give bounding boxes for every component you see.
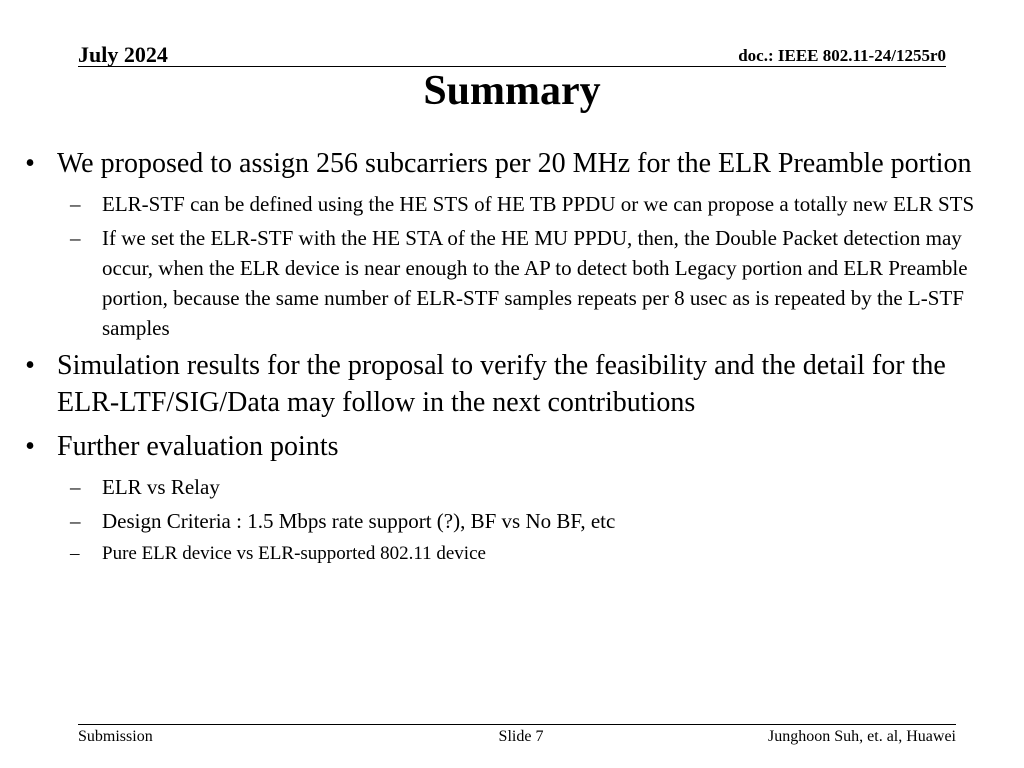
dash-icon: – (70, 475, 81, 499)
sub-bullet-item (20, 506, 1010, 536)
bullet-item (20, 347, 1010, 421)
dash-icon: – (70, 509, 81, 533)
bullet-icon: • (25, 350, 35, 381)
header-date: July 2024 (78, 42, 168, 67)
footer-divider (78, 724, 956, 725)
bullet-item (20, 145, 1010, 182)
sub-bullet-text: ELR-STF can be defined using the HE STS of HE TB PPDU or we can propose a totally new ELR STS (102, 192, 975, 216)
sub-bullet-text: Pure ELR device vs ELR-supported 802.11 device (102, 543, 486, 564)
slide-body (20, 145, 1010, 572)
dash-icon: – (70, 192, 81, 216)
sub-bullet-text: Design Criteria : 1.5 Mbps rate support (?), BF vs No BF, etc (102, 509, 616, 533)
bullet-text: Further evaluation points (57, 431, 339, 462)
slide-title: Summary (423, 68, 601, 114)
dash-icon: – (70, 226, 81, 250)
sub-bullet-item (20, 223, 1010, 343)
dash-icon: – (70, 543, 80, 564)
sub-bullet-item (20, 189, 1010, 219)
bullet-icon: • (25, 431, 35, 462)
sub-bullet-item (20, 472, 1010, 502)
bullet-icon: • (25, 148, 35, 179)
header-doc-id: doc.: IEEE 802.11-24/1255r0 (738, 46, 946, 65)
bullet-text: We proposed to assign 256 subcarriers per 20 MHz for the ELR Preamble portion (57, 148, 972, 179)
footer-slide-number: Slide 7 (498, 728, 544, 745)
footer-authors: Junghoon Suh, et. al, Huawei (768, 728, 956, 745)
sub-bullet-text: ELR vs Relay (102, 475, 220, 499)
bullet-text: Simulation results for the proposal to verify the feasibility and the detail for the ELR-LTF/SIG/Data may follow in the next contributions (57, 350, 946, 418)
bullet-item (20, 428, 1010, 465)
sub-bullet-text: If we set the ELR-STF with the HE STA of the HE MU PPDU, then, the Double Packet detection may occur, when the ELR device is near enough to the AP to detect both Legacy portion and ELR Preamble portion, because the same number of ELR-STF samples repeats per 8 usec as is repeated by the L-STF samples (102, 226, 968, 340)
sub-bullet-item (20, 540, 1010, 568)
footer-submission: Submission (78, 728, 153, 745)
